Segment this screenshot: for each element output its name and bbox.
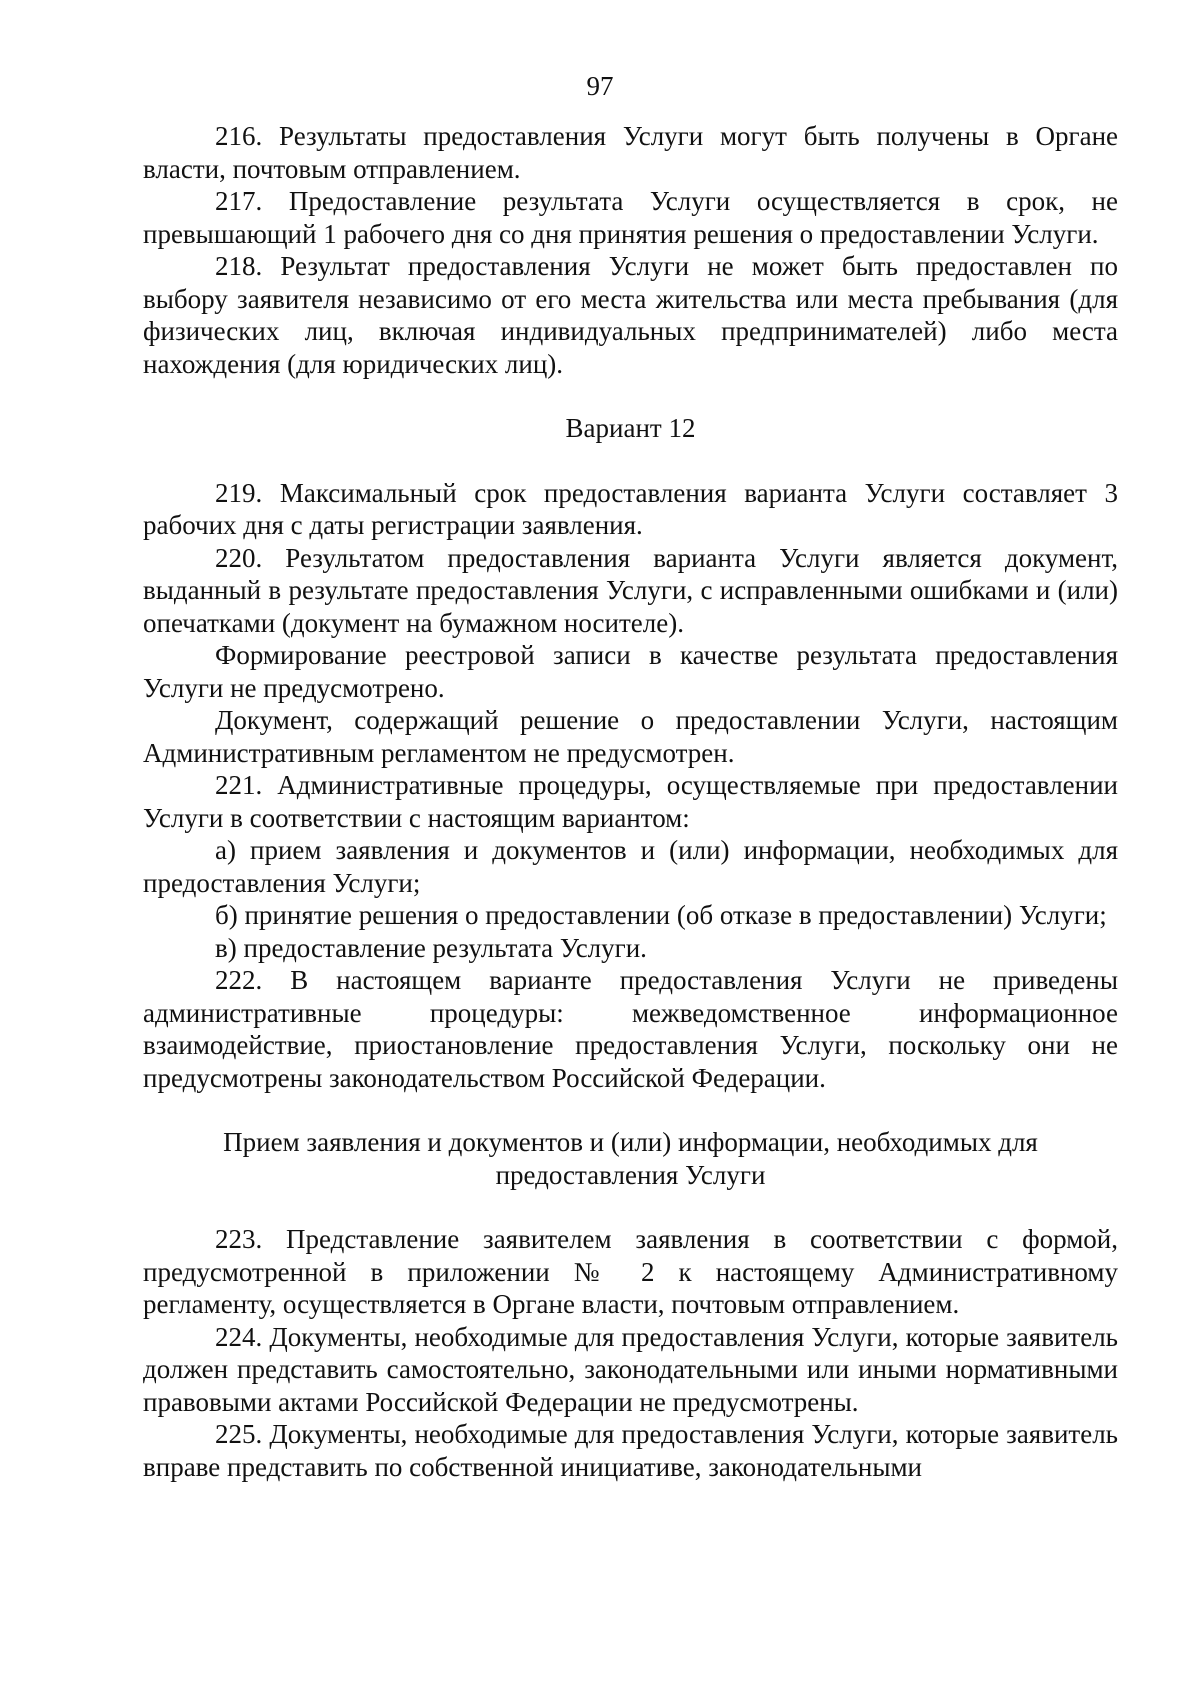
paragraph-222: 222. В настоящем варианте предоставления Услуги не приведены административные процедуры: межведомственное информационное взаимодействие, приостановление предоставления Услуги, поскольку они не предусмотрены законодательством Российской Федерации. [143, 965, 1118, 1093]
paragraph-223: 223. Представление заявителем заявления в соответствии с формой, предусмотренной в приложении № 2 к настоящему Административному регламенту, осуществляется в Органе власти, почтовым отправлением. [143, 1224, 1118, 1319]
paragraph-224: 224. Документы, необходимые для предоставления Услуги, которые заявитель должен представить самостоятельно, законодательными или иными нормативными правовыми актами Российской Федерации не предусмотрены. [143, 1321, 1118, 1417]
list-item-b: б) принятие решения о предоставлении (об отказе в предоставлении) Услуги; [215, 900, 1107, 930]
paragraph-218: 218. Результат предоставления Услуги не может быть предоставлен по выбору заявителя независимо от его места жительства или места пребывания (для физических лиц, включая индивидуальных предпринимателей) либо места нахождения (для юридических лиц). [143, 251, 1118, 379]
paragraph-216: 216. Результаты предоставления Услуги могут быть получены в Органе власти, почтовым отправлением. [143, 121, 1118, 184]
paragraph-registry-record: Формирование реестровой записи в качестве результата предоставления Услуги не предусмотрено. [143, 640, 1118, 703]
list-item-a: а) прием заявления и документов и (или) информации, необходимых для предоставления Услуги; [143, 835, 1118, 898]
paragraph-225: 225. Документы, необходимые для предоставления Услуги, которые заявитель вправе представить по собственной инициативе, законодательными [143, 1419, 1118, 1482]
paragraph-decision-document: Документ, содержащий решение о предоставлении Услуги, настоящим Административным регламентом не предусмотрен. [143, 705, 1118, 768]
document-body [143, 120, 1118, 1483]
paragraph-220: 220. Результатом предоставления варианта Услуги является документ, выданный в результате предоставления Услуги, с исправленными ошибками и (или) опечатками (документ на бумажном носителе). [143, 542, 1118, 638]
section-heading-application-intake: Прием заявления и документов и (или) информации, необходимых для предоставления Услуги [223, 1127, 1038, 1190]
section-heading-variant-12: Вариант 12 [565, 413, 696, 443]
paragraph-221: 221. Административные процедуры, осуществляемые при предоставлении Услуги в соответствии с настоящим вариантом: [143, 770, 1118, 833]
paragraph-217: 217. Предоставление результата Услуги осуществляется в срок, не превышающий 1 рабочего дня со дня принятия решения о предоставлении Услуги. [143, 186, 1118, 249]
list-item-v: в) предоставление результата Услуги. [215, 932, 647, 963]
paragraph-219: 219. Максимальный срок предоставления варианта Услуги составляет 3 рабочих дня с даты регистрации заявления. [143, 477, 1118, 540]
page-number: 97 [586, 71, 614, 101]
